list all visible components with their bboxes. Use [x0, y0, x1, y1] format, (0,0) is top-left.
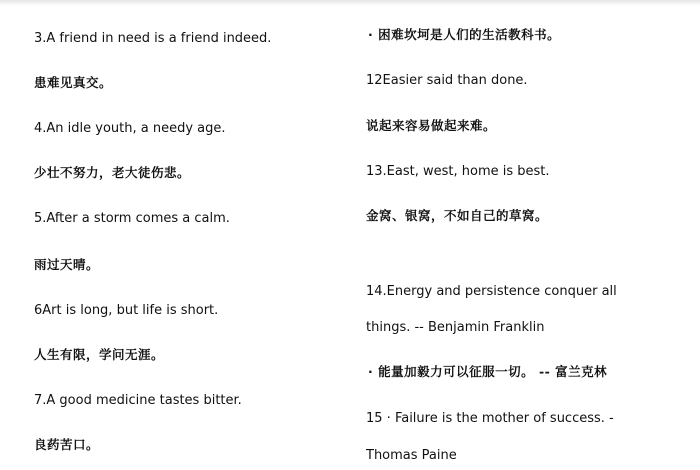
- proverb-5-english: 5.After a storm comes a calm.: [34, 211, 230, 226]
- proverb-6-chinese: 人生有限，学问无涯。: [34, 347, 165, 362]
- left-column: [0, 0, 330, 470]
- proverb-5-chinese: 雨过天晴。: [34, 257, 100, 272]
- proverb-13-chinese: 金窝、银窝，不如自己的草窝。: [366, 208, 549, 223]
- proverb-15-english-line-2: Thomas Paine: [366, 448, 457, 463]
- proverb-12-english: 12Easier said than done.: [366, 73, 528, 88]
- proverb-14-english-line-1: 14.Energy and persistence conquer all: [366, 284, 617, 299]
- proverb-12-chinese: 说起来容易做起来难。: [366, 118, 497, 133]
- proverb-4-chinese: 少壮不努力，老大徒伤悲。: [34, 165, 191, 180]
- proverb-15-english-line-1: 15 · Failure is the mother of success. -: [366, 411, 614, 426]
- proverb-7-chinese: 良药苦口。: [34, 437, 100, 452]
- proverb-7-english: 7.A good medicine tastes bitter.: [34, 393, 242, 408]
- proverb-6-english: 6Art is long, but life is short.: [34, 303, 219, 318]
- proverb-14-chinese: · 能量加毅力可以征服一切。 -- 富兰克林: [368, 364, 608, 379]
- proverb-4-english: 4.An idle youth, a needy age.: [34, 121, 226, 136]
- proverb-3-chinese: 患难见真交。: [34, 75, 113, 90]
- proverb-11-chinese: · 困难坎坷是人们的生活教科书。: [368, 27, 561, 42]
- right-column: [350, 0, 680, 470]
- proverb-13-english: 13.East, west, home is best.: [366, 164, 550, 179]
- proverb-3-english: 3.A friend in need is a friend indeed.: [34, 31, 272, 46]
- proverb-14-english-line-2: things. -- Benjamin Franklin: [366, 320, 545, 335]
